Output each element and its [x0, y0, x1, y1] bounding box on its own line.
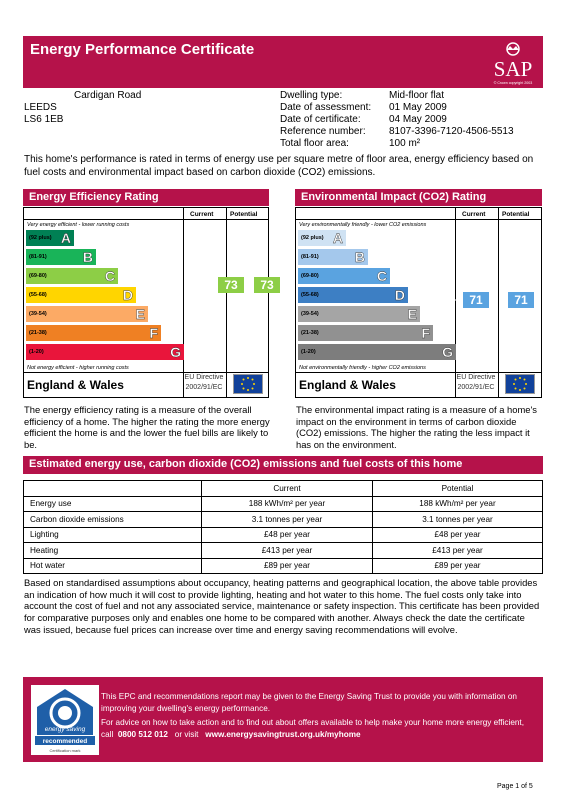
panel-title: Environmental Impact (CO2) Rating — [295, 189, 542, 206]
rating-band-b — [26, 249, 96, 265]
detail-value: 01 May 2009 — [389, 102, 447, 113]
band-letter: E — [407, 306, 417, 322]
detail-label: Date of certificate: — [280, 114, 361, 125]
scale-bottom-note: Not environmentally friendly - higher CO2 emissions — [299, 365, 426, 371]
current-header: Current — [190, 211, 214, 218]
svg-text:recommended: recommended — [42, 738, 88, 745]
energy-saving-trust-footer — [23, 677, 543, 762]
column-header: Potential — [373, 481, 543, 497]
current-header: Current — [462, 211, 486, 218]
detail-value: 100 m² — [389, 138, 421, 149]
column-header: Current — [202, 481, 373, 497]
band-range: (1-20) — [29, 349, 44, 355]
sap-logo — [486, 39, 540, 85]
band-range: (69-80) — [301, 273, 319, 279]
band-range: (55-68) — [29, 292, 47, 298]
rating-band-g — [298, 344, 456, 360]
detail-label: Total floor area: — [280, 138, 349, 149]
svg-text:energy saving: energy saving — [44, 726, 86, 733]
table-row: Carbon dioxide emissions 3.1 tonnes per year 3.1 tonnes per year — [24, 512, 543, 528]
band-letter: F — [421, 325, 430, 341]
detail-label: Date of assessment: — [280, 102, 372, 113]
eu-flag-icon — [233, 374, 263, 394]
scale-bottom-note: Not energy efficient - higher running costs — [27, 365, 129, 371]
band-letter: F — [149, 325, 158, 341]
band-letter: D — [122, 287, 133, 303]
rating-band-c — [298, 268, 390, 284]
phone-number[interactable]: 0800 512 012 — [117, 729, 168, 739]
certificate-header — [23, 36, 543, 88]
rating-band-e — [26, 306, 148, 322]
potential-header: Potential — [230, 211, 258, 218]
address-line-1: Cardigan Road — [74, 90, 142, 101]
band-letter: B — [354, 249, 365, 265]
address-line-3: LS6 1EB — [24, 114, 64, 125]
rating-band-f — [26, 325, 161, 341]
potential-rating-arrow: 73 — [254, 277, 280, 293]
costs-note: Based on standardised assumptions about occupancy, heating patterns and geographical location, the above table provides an indication of how much it will cost to provide lighting, heating and hot water to this home. The fuel costs only take into account the cost of fuel and not any associated service, maintenance or safety inspection. This certificate has been provided for comparative purposes only and enables one home to be compared with another. Always check the date the certificate was issued, because fuel prices can increase over time and energy saving recommendations will evolve. — [24, 577, 540, 635]
table-row: Hot water £89 per year £89 per year — [24, 558, 543, 574]
table-row: Energy use 188 kWh/m² per year 188 kWh/m² per year — [24, 496, 543, 512]
table-header-row — [24, 481, 543, 497]
rating-band-a — [298, 230, 346, 246]
scale-top-note: Very environmentally friendly - lower CO2 emissions — [299, 222, 427, 228]
rating-band-d — [26, 287, 136, 303]
scale-top-note: Very energy efficient - lower running costs — [27, 222, 130, 228]
detail-value: 8107-3396-7120-4506-5513 — [389, 126, 514, 137]
rating-band-f — [298, 325, 433, 341]
band-range: (21-38) — [29, 330, 47, 336]
sap-copyright: © Crown copyright 2003 — [493, 81, 533, 85]
region-label: England & Wales — [27, 378, 124, 392]
detail-value: 04 May 2009 — [389, 114, 447, 125]
rating-band-d — [298, 287, 408, 303]
website-link[interactable]: www.energysavingtrust.org.uk/myhome — [205, 729, 361, 739]
rating-band-c — [26, 268, 118, 284]
footer-text-1: This EPC and recommendations report may be given to the Energy Saving Trust to provide you with information on improving your dwelling's energy performance. — [101, 692, 517, 713]
rating-band-e — [298, 306, 420, 322]
band-letter: A — [332, 230, 343, 246]
eu-directive: EU Directive — [184, 374, 224, 381]
environmental-impact-panel — [295, 189, 542, 398]
svg-text:Certification mark: Certification mark — [49, 748, 81, 753]
rating-band-g — [26, 344, 184, 360]
rating-band-a — [26, 230, 74, 246]
energy-saving-recommended-badge — [31, 685, 99, 755]
band-letter: G — [442, 344, 453, 360]
page-title: Energy Performance Certificate — [30, 41, 255, 58]
band-letter: E — [135, 306, 145, 322]
eu-directive-number: 2002/91/EC — [457, 384, 495, 391]
eu-flag-icon — [505, 374, 535, 394]
band-range: (21-38) — [301, 330, 319, 336]
band-range: (1-20) — [301, 349, 316, 355]
band-letter: D — [394, 287, 405, 303]
band-range: (92 plus) — [29, 235, 52, 241]
intro-text: This home's performance is rated in terms of energy use per square metre of floor area, energy efficiency based on fuel costs and environmental impact based on carbon dioxide (CO2) emissions. — [24, 154, 534, 178]
band-range: (55-68) — [301, 292, 319, 298]
page-number: Page 1 of 5 — [497, 783, 533, 790]
band-letter: A — [60, 230, 71, 246]
panel-title: Energy Efficiency Rating — [23, 189, 269, 206]
detail-label: Dwelling type: — [280, 90, 343, 101]
band-letter: C — [376, 268, 387, 284]
detail-label: Reference number: — [280, 126, 366, 137]
current-rating-arrow: 71 — [463, 292, 489, 308]
band-range: (92 plus) — [301, 235, 324, 241]
address-line-2: LEEDS — [24, 102, 57, 113]
costs-section-title: Estimated energy use, carbon dioxide (CO2) emissions and fuel costs of this home — [23, 456, 543, 474]
band-range: (39-54) — [301, 311, 319, 317]
band-range: (69-80) — [29, 273, 47, 279]
band-letter: C — [104, 268, 115, 284]
costs-table — [23, 480, 543, 574]
environment-caption: The environmental impact rating is a measure of a home's impact on the environment in terms of carbon dioxide (CO2) emissions. The higher the rating the less impact it has on the environment. — [296, 404, 537, 450]
band-range: (39-54) — [29, 311, 47, 317]
potential-rating-arrow: 71 — [508, 292, 534, 308]
region-label: England & Wales — [299, 378, 396, 392]
current-rating-arrow: 73 — [218, 277, 244, 293]
table-row: Heating £413 per year £413 per year — [24, 543, 543, 559]
potential-header: Potential — [502, 211, 530, 218]
band-letter: G — [170, 344, 181, 360]
energy-efficiency-panel — [23, 189, 274, 398]
sap-logo-text: SAP — [493, 57, 533, 81]
eu-directive: EU Directive — [456, 374, 496, 381]
band-letter: B — [82, 249, 93, 265]
eu-directive-number: 2002/91/EC — [185, 384, 223, 391]
rating-band-b — [298, 249, 368, 265]
efficiency-caption: The energy efficiency rating is a measure of the overall efficiency of a home. The higher the rating the more energy efficient the home is and the lower the fuel bills are likely to be. — [24, 404, 270, 450]
table-row: Lighting £48 per year £48 per year — [24, 527, 543, 543]
detail-value: Mid-floor flat — [389, 90, 445, 101]
footer-text-2: For advice on how to take action and to find out about offers available to help make your home more energy efficient, call 0800 512 012 or visit www.energysavingtrust.org.uk/myhome — [101, 718, 524, 739]
band-range: (81-91) — [29, 254, 47, 260]
band-range: (81-91) — [301, 254, 319, 260]
